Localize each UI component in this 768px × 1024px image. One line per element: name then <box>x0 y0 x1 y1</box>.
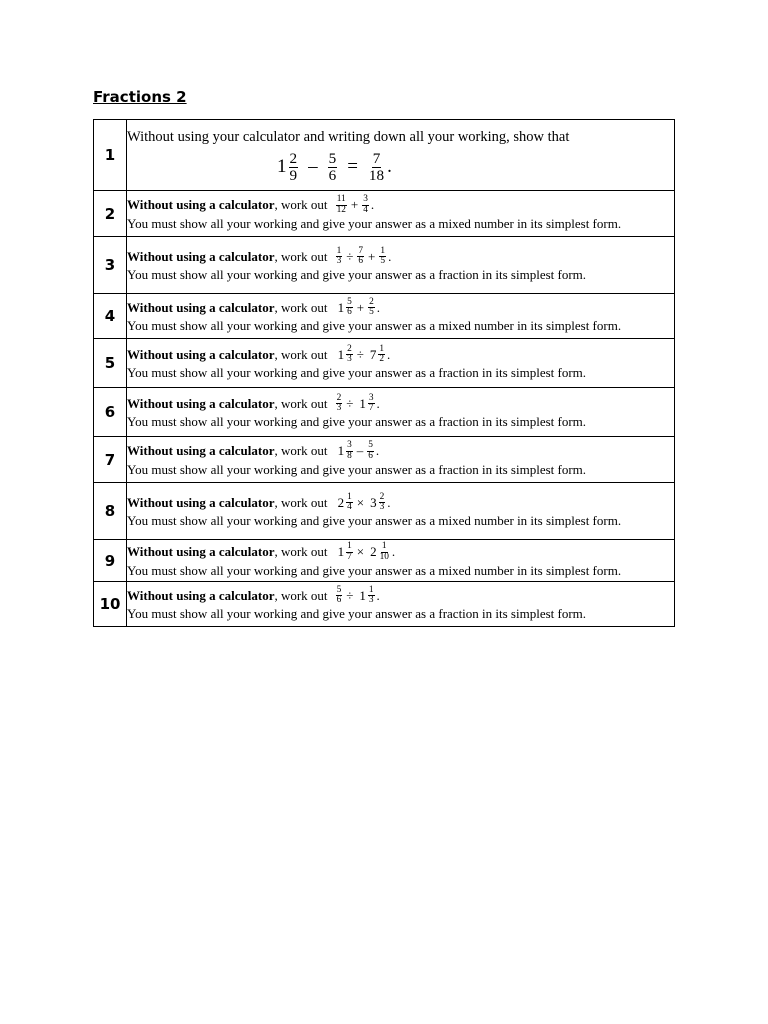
question-number: 6 <box>94 388 127 437</box>
question-number: 7 <box>94 437 127 483</box>
question-row-6 <box>94 388 675 437</box>
numerator: 2 <box>347 343 352 354</box>
question-number: 10 <box>94 582 127 627</box>
denominator: 5 <box>380 256 386 267</box>
period: . <box>376 395 380 411</box>
fraction <box>379 247 386 268</box>
denominator: 6 <box>368 450 373 461</box>
question-expression <box>334 195 375 216</box>
numerator: 5 <box>368 440 373 451</box>
question-instruction <box>127 586 674 607</box>
numerator: 1 <box>368 584 374 595</box>
question-expression <box>334 345 391 366</box>
fraction <box>346 298 353 319</box>
fraction <box>336 394 343 415</box>
question-number: 2 <box>94 191 127 237</box>
denominator: 6 <box>347 307 352 318</box>
operator: = <box>347 156 358 178</box>
period: . <box>376 587 380 603</box>
fraction <box>379 542 390 563</box>
instruction-lead: , work out <box>274 395 328 411</box>
numerator: 1 <box>380 245 386 256</box>
question-text <box>127 540 675 582</box>
denominator: 3 <box>336 256 342 267</box>
numerator: 3 <box>347 440 352 451</box>
denominator: 10 <box>379 551 389 562</box>
instruction-bold: Without using a calculator <box>127 299 275 315</box>
question-expression <box>334 298 380 319</box>
question-instruction <box>127 247 674 268</box>
operator: – <box>308 156 318 178</box>
instruction-bold: Without using a calculator <box>127 248 275 264</box>
denominator: 6 <box>358 256 364 267</box>
question-number: 5 <box>94 339 127 388</box>
page-title: Fractions 2 <box>93 88 187 106</box>
question-text <box>127 339 675 388</box>
question-text <box>127 388 675 437</box>
question-number: 8 <box>94 483 127 540</box>
instruction-bold: Without using a calculator <box>127 197 275 213</box>
question-number: 4 <box>94 294 127 339</box>
fraction <box>336 247 343 268</box>
question-text <box>127 483 675 540</box>
numerator: 11 <box>336 194 346 205</box>
period: . <box>387 346 391 362</box>
question-text <box>127 294 675 339</box>
denominator: 3 <box>336 403 342 414</box>
numerator: 3 <box>368 392 374 403</box>
question-text <box>127 120 675 191</box>
denominator: 9 <box>289 166 298 184</box>
question-expression <box>334 394 380 415</box>
question-expression <box>127 151 674 184</box>
denominator: 8 <box>347 450 352 461</box>
operator: + <box>356 299 365 315</box>
fraction <box>362 195 369 216</box>
operator: ÷ <box>346 248 354 264</box>
question-instruction <box>127 441 674 462</box>
whole-number: 1 <box>337 299 345 315</box>
question-instruction <box>127 394 674 415</box>
question-row-8 <box>94 483 675 540</box>
numerator: 7 <box>372 149 381 167</box>
numerator: 3 <box>363 194 368 205</box>
operator: + <box>368 248 376 264</box>
instruction-bold: Without using a calculator <box>127 544 275 560</box>
question-requirement: You must show all your working and give your answer as a mixed number in its simplest form. <box>127 562 622 578</box>
denominator: 4 <box>363 204 368 215</box>
denominator: 12 <box>336 204 346 215</box>
instruction-lead: , work out <box>274 443 328 459</box>
question-row-3 <box>94 237 675 294</box>
numerator: 1 <box>336 245 342 256</box>
fraction <box>336 586 343 607</box>
question-row-7 <box>94 437 675 483</box>
question-text <box>127 437 675 483</box>
question-number: 9 <box>94 540 127 582</box>
question-instruction <box>127 493 674 514</box>
denominator: 7 <box>347 551 352 562</box>
numerator: 1 <box>381 541 387 552</box>
whole-number: 7 <box>369 346 377 362</box>
question-text <box>127 237 675 294</box>
question-row-2 <box>94 191 675 237</box>
question-requirement: You must show all your working and give your answer as a mixed number in its simplest form. <box>127 513 622 529</box>
fraction <box>336 195 347 216</box>
operator: ÷ <box>346 395 354 411</box>
fraction <box>357 247 364 268</box>
whole-number: 1 <box>359 395 366 411</box>
whole-number: 2 <box>337 494 345 510</box>
question-expression <box>334 586 380 607</box>
question-row-10 <box>94 582 675 627</box>
operator: ÷ <box>346 587 354 603</box>
question-instruction <box>127 542 674 563</box>
numerator: 2 <box>289 149 298 167</box>
question-expression <box>334 542 396 563</box>
whole-number: 1 <box>359 587 366 603</box>
numerator: 1 <box>347 491 352 502</box>
instruction-lead: , work out <box>274 248 328 264</box>
fraction <box>346 345 353 366</box>
denominator: 18 <box>368 166 385 184</box>
instruction-bold: Without using a calculator <box>127 494 275 510</box>
question-row-5 <box>94 339 675 388</box>
question-row-9 <box>94 540 675 582</box>
numerator: 5 <box>328 149 337 167</box>
numerator: 2 <box>336 392 342 403</box>
instruction-lead: , work out <box>274 544 328 560</box>
question-requirement: You must show all your working and give your answer as a fraction in its simplest form. <box>127 267 587 283</box>
period: . <box>391 544 396 560</box>
instruction-lead: , work out <box>274 494 328 510</box>
whole-number: 1 <box>277 156 287 178</box>
period: . <box>387 494 391 510</box>
question-number: 3 <box>94 237 127 294</box>
denominator: 7 <box>368 403 374 414</box>
question-requirement: You must show all your working and give your answer as a mixed number in its simplest form. <box>127 318 622 334</box>
question-instruction <box>127 298 674 319</box>
period: . <box>388 248 392 264</box>
fraction <box>328 151 338 184</box>
whole-number: 1 <box>337 443 345 459</box>
question-row-1 <box>94 120 675 191</box>
instruction-lead: , work out <box>274 299 328 315</box>
operator: – <box>356 443 364 459</box>
instruction-bold: Without using a calculator <box>127 443 275 459</box>
question-number: 1 <box>94 120 127 191</box>
period: . <box>370 197 375 213</box>
numerator: 1 <box>379 343 385 354</box>
question-expression <box>334 247 392 268</box>
numerator: 2 <box>369 296 374 307</box>
instruction-bold: Without using a calculator <box>127 587 275 603</box>
fraction <box>367 441 374 462</box>
instruction-bold: Without using a calculator <box>127 395 275 411</box>
fraction <box>368 394 375 415</box>
question-expression <box>334 493 391 514</box>
worksheet-table <box>93 119 675 627</box>
fraction <box>346 493 353 514</box>
question-requirement: You must show all your working and give your answer as a fraction in its simplest form. <box>127 606 587 622</box>
instruction-lead: , work out <box>274 346 328 362</box>
operator: × <box>356 494 365 510</box>
period: . <box>375 443 380 459</box>
numerator: 5 <box>347 296 352 307</box>
instruction-lead: , work out <box>274 587 328 603</box>
instruction-lead: , work out <box>274 197 328 213</box>
denominator: 6 <box>328 166 337 184</box>
numerator: 5 <box>336 584 342 595</box>
question-instruction <box>127 345 674 366</box>
question-requirement: You must show all your working and give your answer as a fraction in its simplest form. <box>127 461 587 477</box>
whole-number: 2 <box>370 544 377 560</box>
question-requirement: You must show all your working and give your answer as a fraction in its simplest form. <box>127 365 587 381</box>
fraction <box>368 151 385 184</box>
question-row-4 <box>94 294 675 339</box>
numerator: 2 <box>379 491 385 502</box>
fraction <box>379 493 386 514</box>
fraction <box>289 151 299 184</box>
denominator: 4 <box>347 502 352 513</box>
fraction <box>346 441 353 462</box>
fraction <box>368 586 375 607</box>
fraction <box>346 542 353 563</box>
numerator: 1 <box>347 541 352 552</box>
operator: ÷ <box>356 346 364 362</box>
fraction <box>378 345 385 366</box>
whole-number: 1 <box>337 346 345 362</box>
operator: × <box>356 544 365 560</box>
question-expression <box>334 441 380 462</box>
question-requirement: You must show all your working and give your answer as a fraction in its simplest form. <box>127 414 587 430</box>
numerator: 7 <box>358 245 364 256</box>
question-instruction: Without using your calculator and writing down all your working, show that <box>127 129 570 146</box>
instruction-bold: Without using a calculator <box>127 346 275 362</box>
denominator: 3 <box>379 502 385 513</box>
operator: + <box>350 197 359 213</box>
question-text <box>127 191 675 237</box>
question-text <box>127 582 675 627</box>
denominator: 5 <box>369 307 374 318</box>
denominator: 6 <box>336 595 342 606</box>
question-requirement: You must show all your working and give your answer as a mixed number in its simplest form. <box>127 215 622 231</box>
fraction <box>368 298 375 319</box>
denominator: 3 <box>368 595 374 606</box>
denominator: 3 <box>347 354 352 365</box>
question-instruction <box>127 195 674 216</box>
whole-number: 1 <box>337 544 345 560</box>
whole-number: 3 <box>370 494 377 510</box>
denominator: 2 <box>379 354 385 365</box>
period: . <box>376 299 380 315</box>
period: . <box>387 156 392 178</box>
